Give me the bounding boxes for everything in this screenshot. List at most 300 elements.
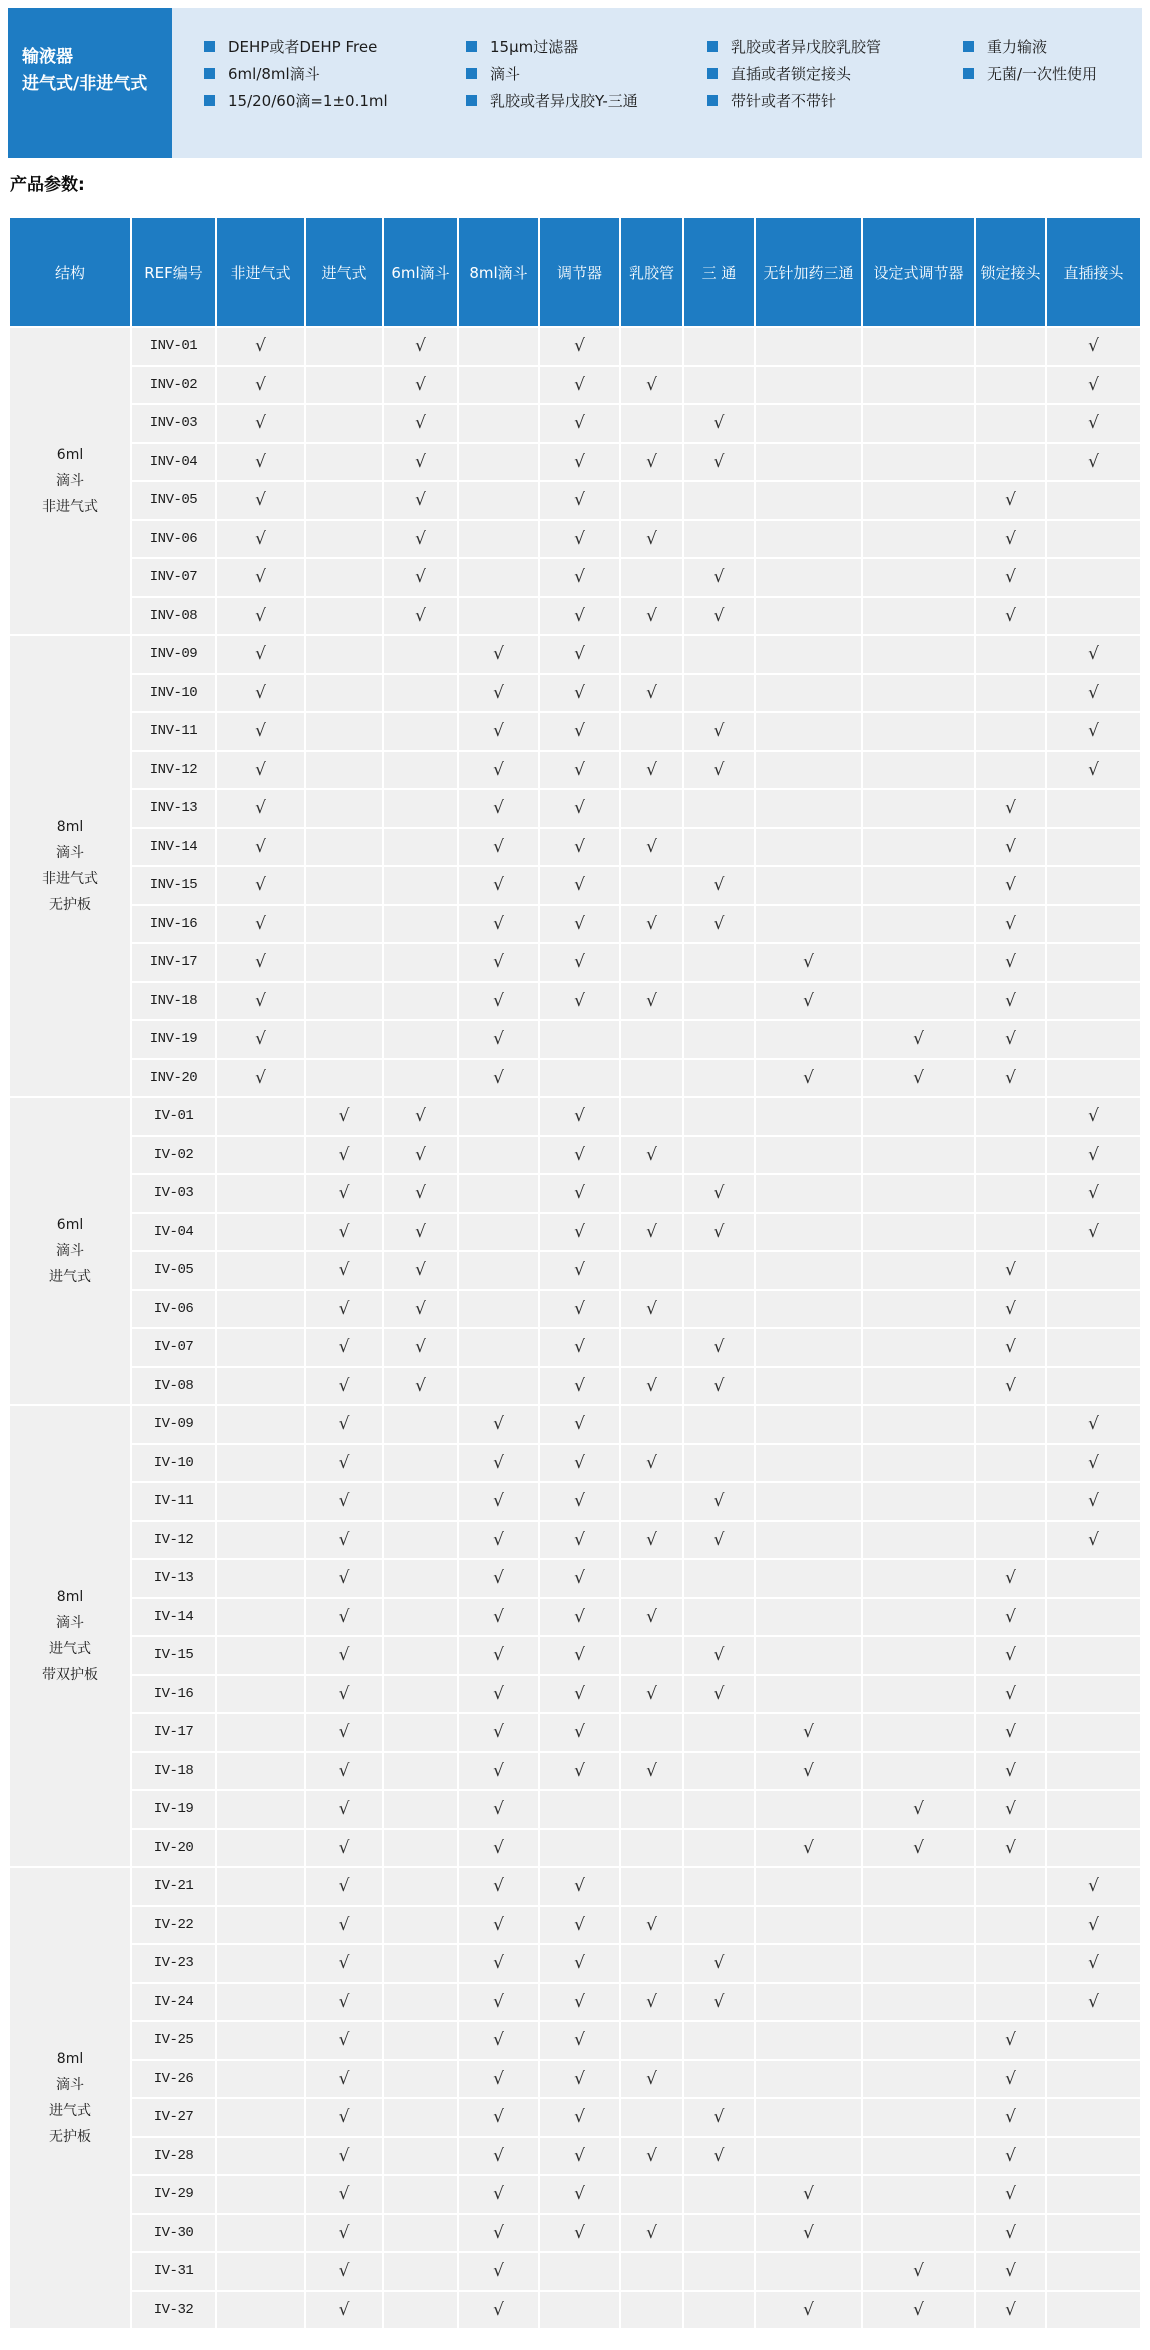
check-icon: √ (415, 1337, 426, 1358)
check-icon: √ (803, 2184, 814, 2205)
check-cell (540, 521, 619, 558)
check-icon: √ (493, 913, 504, 934)
ref-cell: INV-15 (132, 867, 215, 904)
check-icon: √ (713, 451, 725, 472)
table-row (10, 2292, 1140, 2329)
check-cell (756, 1522, 861, 1559)
check-cell (976, 1214, 1045, 1251)
table-row (10, 1252, 1140, 1289)
check-icon: √ (913, 2299, 924, 2320)
table-row (10, 328, 1140, 365)
check-icon: √ (338, 1375, 350, 1396)
check-cell (306, 598, 382, 635)
check-cell (756, 2022, 861, 2059)
check-icon: √ (338, 1914, 350, 1935)
check-cell (684, 367, 754, 404)
check-icon: √ (1005, 2184, 1016, 2205)
feature-item (963, 33, 1133, 60)
check-cell (863, 1676, 974, 1713)
check-cell (217, 1560, 304, 1597)
check-cell (540, 598, 619, 635)
check-cell (384, 1676, 457, 1713)
feature-item (466, 87, 707, 114)
column-header: 8ml滴斗 (459, 218, 538, 326)
check-cell (684, 2138, 754, 2175)
check-cell (540, 559, 619, 596)
check-icon: √ (493, 798, 504, 819)
feature-label: 乳胶或者异戊胶乳胶管 (731, 38, 882, 56)
check-cell (756, 1830, 861, 1867)
check-icon: √ (574, 990, 585, 1011)
column-header: REF编号 (132, 218, 215, 326)
ref-cell: IV-06 (132, 1291, 215, 1328)
check-icon: √ (1005, 875, 1016, 896)
check-cell (1047, 1406, 1140, 1443)
bullet-square-icon (466, 68, 477, 79)
check-cell (756, 328, 861, 365)
check-cell (976, 675, 1045, 712)
check-cell (684, 1830, 754, 1867)
check-cell (756, 713, 861, 750)
table-row (10, 1137, 1140, 1174)
check-cell (306, 1214, 382, 1251)
check-cell (863, 1098, 974, 1135)
check-cell (621, 636, 682, 673)
check-icon: √ (574, 490, 585, 511)
check-cell (306, 1021, 382, 1058)
check-cell (684, 2061, 754, 2098)
check-cell (306, 1137, 382, 1174)
check-cell (384, 1214, 457, 1251)
check-icon: √ (646, 605, 657, 626)
feature-column (963, 33, 1133, 158)
check-icon: √ (803, 990, 814, 1011)
check-icon: √ (574, 1568, 585, 1589)
check-icon: √ (1005, 2299, 1016, 2320)
check-cell (863, 1868, 974, 1905)
check-cell (756, 1907, 861, 1944)
check-cell (621, 944, 682, 981)
check-cell (459, 2176, 538, 2213)
check-icon: √ (713, 2145, 725, 2166)
check-cell (976, 2176, 1045, 2213)
check-icon: √ (1005, 2107, 1016, 2128)
check-icon: √ (713, 1375, 725, 1396)
check-cell (621, 2292, 682, 2329)
check-cell (684, 1291, 754, 1328)
check-cell (1047, 2253, 1140, 2290)
check-cell (684, 1868, 754, 1905)
check-icon: √ (255, 374, 266, 395)
check-cell (384, 1714, 457, 1751)
check-icon: √ (493, 1414, 504, 1435)
check-cell (306, 2176, 382, 2213)
check-icon: √ (574, 1260, 585, 1281)
check-icon: √ (415, 374, 426, 395)
table-row (10, 636, 1140, 673)
check-cell (540, 2215, 619, 2252)
check-cell (684, 598, 754, 635)
check-cell (540, 1329, 619, 1366)
check-cell (384, 1406, 457, 1443)
check-cell (1047, 1984, 1140, 2021)
table-row (10, 983, 1140, 1020)
check-cell (621, 1291, 682, 1328)
check-cell (621, 790, 682, 827)
check-cell (306, 675, 382, 712)
check-icon: √ (493, 1491, 504, 1512)
check-icon: √ (646, 451, 657, 472)
table-row (10, 752, 1140, 789)
check-cell (459, 983, 538, 1020)
check-cell (621, 1214, 682, 1251)
check-cell (756, 1714, 861, 1751)
feature-item (204, 60, 466, 87)
check-cell (976, 1945, 1045, 1982)
check-cell (976, 1060, 1045, 1097)
ref-cell: INV-19 (132, 1021, 215, 1058)
check-icon: √ (713, 875, 725, 896)
check-cell (217, 2022, 304, 2059)
check-cell (540, 1676, 619, 1713)
check-cell (976, 1291, 1045, 1328)
check-cell (217, 1445, 304, 1482)
check-cell (459, 1984, 538, 2021)
check-cell (684, 1984, 754, 2021)
check-cell (217, 1406, 304, 1443)
ref-cell: IV-29 (132, 2176, 215, 2213)
check-cell (459, 1637, 538, 1674)
check-cell (306, 1830, 382, 1867)
feature-column (204, 33, 466, 158)
check-cell (306, 559, 382, 596)
check-cell (863, 713, 974, 750)
check-icon: √ (574, 1491, 585, 1512)
feature-label: 无菌/一次性使用 (987, 65, 1098, 83)
check-cell (217, 1907, 304, 1944)
check-icon: √ (574, 644, 585, 665)
check-cell (540, 1522, 619, 1559)
check-cell (459, 2292, 538, 2329)
check-cell (459, 1175, 538, 1212)
ref-cell: INV-05 (132, 482, 215, 519)
check-cell (684, 1368, 754, 1405)
check-cell (459, 790, 538, 827)
check-cell (684, 1637, 754, 1674)
check-cell (756, 1368, 861, 1405)
check-icon: √ (574, 1375, 585, 1396)
check-icon: √ (1005, 1067, 1016, 1088)
check-cell (540, 1830, 619, 1867)
check-icon: √ (646, 1298, 657, 1319)
check-cell (217, 1753, 304, 1790)
check-cell (756, 1560, 861, 1597)
check-cell (217, 829, 304, 866)
check-cell (306, 1522, 382, 1559)
check-cell (1047, 559, 1140, 596)
check-cell (756, 1445, 861, 1482)
check-icon: √ (574, 528, 585, 549)
check-icon: √ (338, 1606, 350, 1627)
ref-cell: IV-22 (132, 1907, 215, 1944)
check-cell (621, 1907, 682, 1944)
check-cell (621, 2253, 682, 2290)
table-row (10, 2215, 1140, 2252)
check-cell (384, 405, 457, 442)
check-cell (540, 1599, 619, 1636)
table-row (10, 367, 1140, 404)
check-icon: √ (713, 1953, 725, 1974)
check-cell (621, 1945, 682, 1982)
ref-cell: INV-14 (132, 829, 215, 866)
check-cell (976, 1406, 1045, 1443)
check-cell (756, 675, 861, 712)
check-cell (976, 2253, 1045, 2290)
column-header: 进气式 (306, 218, 382, 326)
check-cell (384, 482, 457, 519)
check-icon: √ (1005, 1337, 1016, 1358)
check-cell (217, 1676, 304, 1713)
check-cell (684, 752, 754, 789)
ref-cell: IV-01 (132, 1098, 215, 1135)
check-icon: √ (713, 759, 725, 780)
check-cell (621, 2061, 682, 2098)
check-icon: √ (1088, 1414, 1099, 1435)
check-cell (217, 1291, 304, 1328)
check-cell (621, 2099, 682, 2136)
check-icon: √ (1005, 567, 1016, 588)
check-cell (459, 482, 538, 519)
bullet-square-icon (707, 41, 718, 52)
check-cell (863, 1329, 974, 1366)
check-icon: √ (574, 2030, 585, 2051)
check-cell (684, 944, 754, 981)
check-cell (621, 1175, 682, 1212)
check-cell (863, 1907, 974, 1944)
check-cell (976, 1599, 1045, 1636)
check-cell (863, 2253, 974, 2290)
check-cell (1047, 1560, 1140, 1597)
check-icon: √ (574, 1337, 585, 1358)
check-icon: √ (415, 1183, 426, 1204)
check-cell (684, 1676, 754, 1713)
check-cell (621, 1252, 682, 1289)
check-cell (863, 906, 974, 943)
check-cell (863, 1753, 974, 1790)
check-cell (621, 1560, 682, 1597)
check-icon: √ (255, 913, 266, 934)
check-cell (384, 1060, 457, 1097)
ref-cell: IV-07 (132, 1329, 215, 1366)
check-icon: √ (415, 1375, 426, 1396)
check-cell (459, 1522, 538, 1559)
check-icon: √ (493, 2068, 504, 2089)
check-cell (1047, 2022, 1140, 2059)
check-cell (863, 1368, 974, 1405)
banner-title-line2: 进气式/非进气式 (22, 74, 148, 94)
check-icon: √ (803, 1067, 814, 1088)
table-row (10, 1868, 1140, 1905)
check-cell (976, 983, 1045, 1020)
check-icon: √ (1005, 605, 1016, 626)
table-row (10, 1368, 1140, 1405)
check-cell (459, 1291, 538, 1328)
check-icon: √ (338, 1260, 350, 1281)
check-icon: √ (415, 1260, 426, 1281)
check-cell (459, 1907, 538, 1944)
check-cell (863, 1060, 974, 1097)
check-cell (459, 1252, 538, 1289)
check-cell (1047, 2138, 1140, 2175)
check-cell (1047, 1599, 1140, 1636)
check-icon: √ (493, 2184, 504, 2205)
check-cell (384, 1252, 457, 1289)
table-row (10, 1753, 1140, 1790)
check-cell (306, 1445, 382, 1482)
check-cell (384, 2022, 457, 2059)
check-cell (1047, 752, 1140, 789)
check-icon: √ (1088, 1914, 1099, 1935)
check-icon: √ (1088, 1529, 1099, 1550)
table-row (10, 2061, 1140, 2098)
check-icon: √ (255, 875, 266, 896)
check-icon: √ (1005, 798, 1016, 819)
check-cell (459, 1945, 538, 1982)
table-row (10, 482, 1140, 519)
check-cell (684, 521, 754, 558)
check-cell (217, 713, 304, 750)
check-cell (756, 559, 861, 596)
check-cell (863, 636, 974, 673)
check-cell (621, 367, 682, 404)
ref-cell: IV-12 (132, 1522, 215, 1559)
check-cell (384, 2099, 457, 2136)
check-cell (756, 752, 861, 789)
ref-cell: IV-21 (132, 1868, 215, 1905)
check-cell (1047, 1368, 1140, 1405)
check-cell (540, 2022, 619, 2059)
bullet-square-icon (204, 68, 215, 79)
product-banner (8, 8, 1142, 158)
check-cell (756, 790, 861, 827)
check-cell (306, 2253, 382, 2290)
check-icon: √ (713, 1337, 725, 1358)
check-cell (976, 444, 1045, 481)
table-row (10, 829, 1140, 866)
check-cell (540, 713, 619, 750)
check-icon: √ (338, 1760, 350, 1781)
check-icon: √ (574, 721, 585, 742)
check-cell (306, 367, 382, 404)
check-cell (621, 867, 682, 904)
table-row (10, 559, 1140, 596)
check-cell (459, 521, 538, 558)
ref-cell: IV-14 (132, 1599, 215, 1636)
check-cell (1047, 1676, 1140, 1713)
check-cell (306, 1175, 382, 1212)
check-cell (621, 1753, 682, 1790)
check-cell (976, 559, 1045, 596)
check-cell (756, 598, 861, 635)
check-cell (1047, 829, 1140, 866)
check-icon: √ (1005, 1799, 1016, 1820)
check-cell (540, 906, 619, 943)
check-cell (306, 713, 382, 750)
check-cell (863, 1175, 974, 1212)
check-icon: √ (255, 798, 266, 819)
check-cell (756, 1175, 861, 1212)
check-cell (1047, 1637, 1140, 1674)
check-icon: √ (1005, 1683, 1016, 1704)
check-cell (384, 1175, 457, 1212)
check-cell (756, 1984, 861, 2021)
check-cell (1047, 367, 1140, 404)
feature-label: 15μm过滤器 (490, 38, 579, 56)
feature-item (963, 60, 1133, 87)
ref-cell: IV-32 (132, 2292, 215, 2329)
check-icon: √ (574, 1991, 585, 2012)
check-cell (459, 1676, 538, 1713)
check-icon: √ (493, 1683, 504, 1704)
table-row (10, 2138, 1140, 2175)
table-row (10, 906, 1140, 943)
check-icon: √ (713, 1991, 725, 2012)
check-icon: √ (338, 2030, 350, 2051)
check-cell (306, 752, 382, 789)
check-icon: √ (1005, 1760, 1016, 1781)
check-icon: √ (574, 2222, 585, 2243)
check-cell (621, 983, 682, 1020)
check-icon: √ (713, 1183, 725, 1204)
check-icon: √ (646, 528, 657, 549)
table-row (10, 1637, 1140, 1674)
check-cell (684, 1560, 754, 1597)
check-icon: √ (713, 1683, 725, 1704)
check-cell (306, 444, 382, 481)
ref-cell: IV-05 (132, 1252, 215, 1289)
check-cell (684, 482, 754, 519)
check-cell (684, 1522, 754, 1559)
check-icon: √ (574, 1414, 585, 1435)
check-cell (217, 521, 304, 558)
feature-label: 直插或者锁定接头 (731, 65, 852, 83)
ref-cell: IV-26 (132, 2061, 215, 2098)
product-table (8, 216, 1142, 2330)
check-cell (459, 1830, 538, 1867)
check-cell (756, 2176, 861, 2213)
check-cell (217, 1060, 304, 1097)
check-icon: √ (574, 1298, 585, 1319)
check-cell (684, 444, 754, 481)
check-cell (756, 2215, 861, 2252)
check-cell (306, 1406, 382, 1443)
check-cell (540, 983, 619, 1020)
check-icon: √ (255, 490, 266, 511)
check-cell (863, 2061, 974, 2098)
check-cell (621, 675, 682, 712)
check-cell (384, 1137, 457, 1174)
check-icon: √ (338, 2068, 350, 2089)
ref-cell: INV-03 (132, 405, 215, 442)
check-cell (540, 1945, 619, 1982)
check-cell (684, 675, 754, 712)
check-cell (621, 2176, 682, 2213)
check-icon: √ (646, 2068, 657, 2089)
check-cell (540, 1560, 619, 1597)
ref-cell: INV-10 (132, 675, 215, 712)
check-cell (306, 1945, 382, 1982)
check-cell (976, 1137, 1045, 1174)
